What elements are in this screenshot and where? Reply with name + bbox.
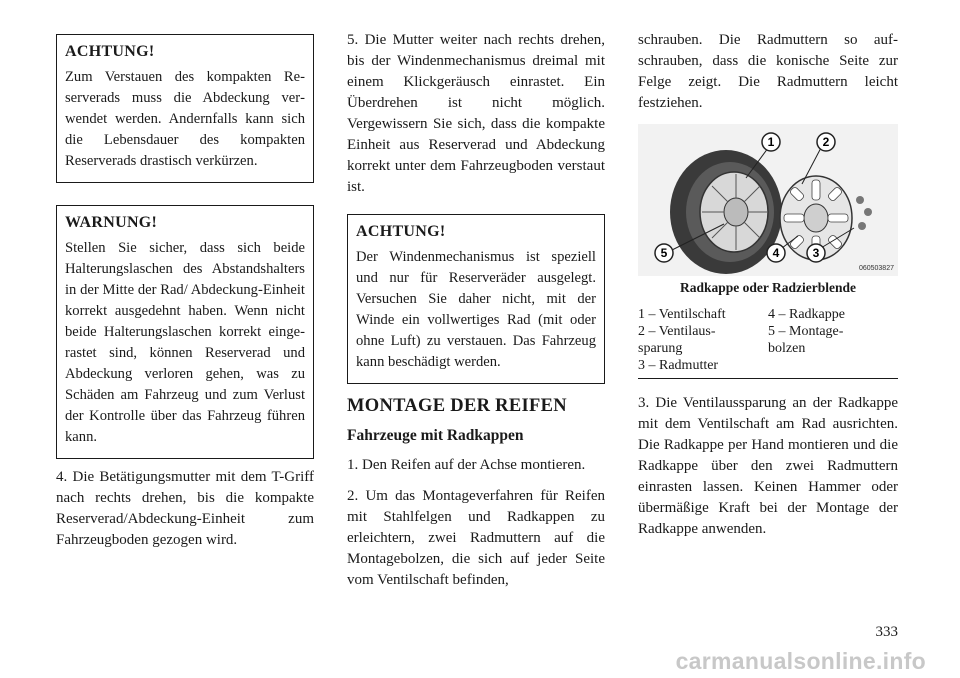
wheel-cover-figure	[638, 124, 898, 276]
callout-5: 5	[660, 246, 668, 260]
step-5: 5. Die Mutter weiter nach rechts drehen, bis der Windenmechanismus dreimal mit einem Klickgeräusch einrastet. Ein Überdrehen ist nicht möglich. Vergewissern Sie sich, dass die kompakte Einheit aus Reserverad und Abdeckung korrekt unter dem Fahrzeugboden verstaut ist.	[347, 32, 605, 195]
legend-item: 5 – Montage-	[768, 324, 844, 339]
legend-item: 3 – Radmutter	[638, 358, 719, 373]
section-heading: MONTAGE DER REIFEN	[347, 396, 567, 416]
caution-text: Zum Verstauen des kompakten Reserverads muss die Abdeckung verwendet werden. Andernfalls kann sich die Lebensdauer des kompakten Reserverads drastisch verkürzen.	[65, 69, 305, 169]
callout-2: 2	[822, 135, 830, 149]
caution-title: ACHTUNG!	[65, 43, 155, 60]
watermark-text: carmanualsonline.info	[675, 648, 926, 674]
caution-box-winch	[347, 214, 605, 384]
warning-title: WARNUNG!	[65, 214, 158, 231]
callout-3: 3	[812, 246, 820, 260]
warning-text: Stellen Sie sicher, dass sich beide Halterungslaschen des Abstandshalters in der Mitte der Rad/ Abdeckung-Einheit korrekt ausgedehnt haben. Wenn nicht beide Halterungslaschen korrekt eingerastet sind, können Reserverad und Abdeckung verloren gehen, was zu Schäden am Fahrzeug und zum Verlust der Kontrolle über das Fahrzeug führen kann.	[65, 240, 305, 445]
step-1: 1. Den Reifen auf der Achse montieren.	[347, 457, 586, 473]
step-4: 4. Die Betätigungsmutter mit dem T-Griff nach rechts drehen, bis die kompakte Reserverad/Abdeckung-Einheit zum Fahrzeugboden gezogen wird.	[56, 469, 314, 548]
legend-item: 4 – Radkappe	[768, 307, 845, 322]
section-subheading: Fahrzeuge mit Radkappen	[347, 427, 524, 444]
step-3: 3. Die Ventilaussparung an der Radkappe mit dem Ventilschaft am Rad ausrichten. Die Radkappe per Hand montieren und die Radkappe über den zwei Radmuttern einrasten lassen. Keinen Hammer oder übermäßige Kraft bei der Montage der Radkappe anwenden.	[638, 395, 898, 537]
page-number: 333	[875, 624, 898, 640]
caution-title-winch: ACHTUNG!	[356, 223, 446, 240]
legend-item: bolzen	[768, 341, 806, 356]
legend-item: 2 – Ventilaus-	[638, 324, 716, 339]
legend-item: 1 – Ventilschaft	[638, 307, 726, 322]
column-middle	[347, 30, 605, 591]
figure-code: 060503827	[858, 265, 894, 272]
step-2: 2. Um das Montageverfahren für Reifen mit Stahlfelgen und Radkappen zu erleichtern, zwei Radmuttern auf die Montagebolzen, die sich auf jeder Seite vom Ventilschaft befinden,	[347, 488, 605, 588]
step-2-continued: schrauben. Die Radmuttern so aufschrauben, dass die konische Seite zur Felge zeigt. Die Radmuttern leicht festziehen.	[638, 32, 898, 111]
column-left	[56, 34, 314, 551]
caution-box	[56, 34, 314, 183]
figure-legend	[638, 306, 898, 379]
warning-box	[56, 205, 314, 459]
callout-1: 1	[767, 135, 775, 149]
column-right	[638, 30, 898, 540]
caution-text-winch: Der Windenmechanismus ist speziell und nur für Reserveräder ausgelegt. Versuchen Sie daher nicht, mit der Winde ein vollwertiges Rad (mit oder ohne Luft) zu verstauen. Das Fahrzeug kann beschädigt werden.	[356, 249, 596, 370]
figure-caption: Radkappe oder Radzierblende	[679, 280, 856, 295]
callout-4: 4	[772, 246, 780, 260]
legend-item: sparung	[638, 341, 683, 356]
wheel-illustration	[638, 124, 898, 276]
